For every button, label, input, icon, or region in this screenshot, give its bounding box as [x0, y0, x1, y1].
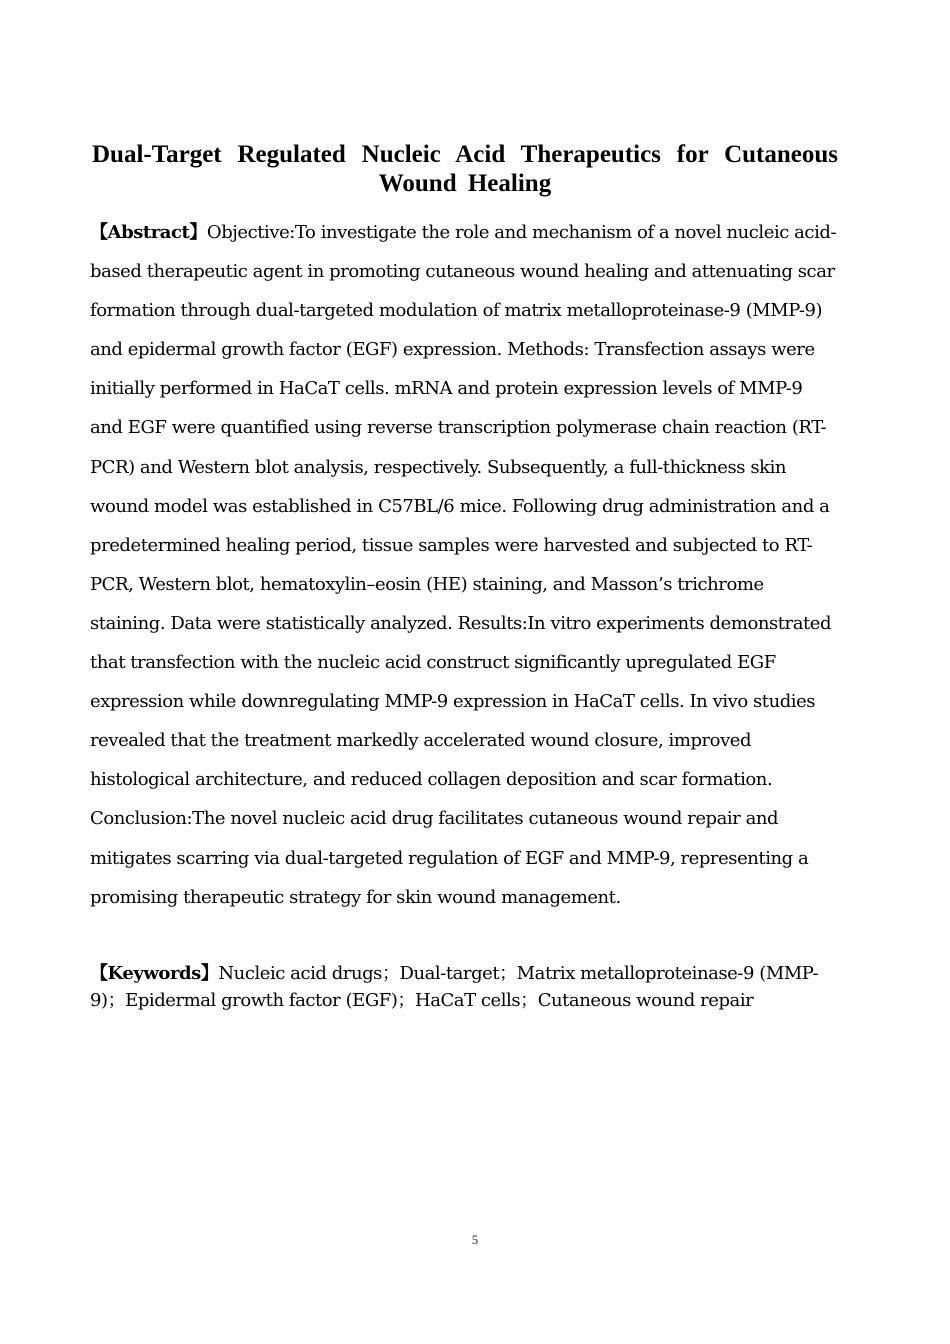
keywords-label: 【Keywords】 — [90, 963, 219, 984]
paper-title: Dual-Target Regulated Nucleic Acid Therapeutics for Cutaneous Wound Healing — [92, 141, 838, 197]
abstract-text: Objective:To investigate the role and mechanism of a novel nucleic acid-based therapeutic agent in promoting cutaneous wound healing and attenuating scar formation through dual-targeted modulation of matrix metalloproteinase-9 (MMP-9) and epidermal growth factor (EGF) expression. Methods: Transfection assays were initially performed in HaCaT cells. mRNA and protein expression levels of MMP-9 and EGF were quantified using reverse transcription polymerase chain reaction (RT-PCR) and Western blot analysis, respectively. Subsequently, a full-thickness skin wound model was established in C57BL/6 mice. Following drug administration and a predetermined healing period, tissue samples were harvested and subjected to RT-PCR, Western blot, hematoxylin–eosin (HE) staining, and Masson’s trichrome staining. Data were statistically analyzed. Results:In vitro experiments demonstrated that transfection with the nucleic acid construct significantly upregulated EGF expression while downregulating MMP-9 expression in HaCaT cells. In vivo studies revealed that the treatment markedly accelerated wound closure, improved histological architecture, and reduced collagen deposition and scar formation. Conclusion:The novel nucleic acid drug facilitates cutaneous wound repair and mitigates scarring via dual-targeted regulation of EGF and MMP-9, representing a promising therapeutic strategy for skin wound management. — [90, 222, 837, 908]
keywords-paragraph — [90, 960, 845, 1014]
abstract-label: 【Abstract】 — [90, 222, 207, 243]
keywords-text: Nucleic acid drugs；Dual-target；Matrix metalloproteinase-9 (MMP-9)；Epidermal growth factor (EGF)；HaCaT cells；Cutaneous wound repair — [90, 963, 819, 1011]
abstract-paragraph — [90, 213, 840, 917]
page-number: 5 — [471, 1232, 479, 1247]
